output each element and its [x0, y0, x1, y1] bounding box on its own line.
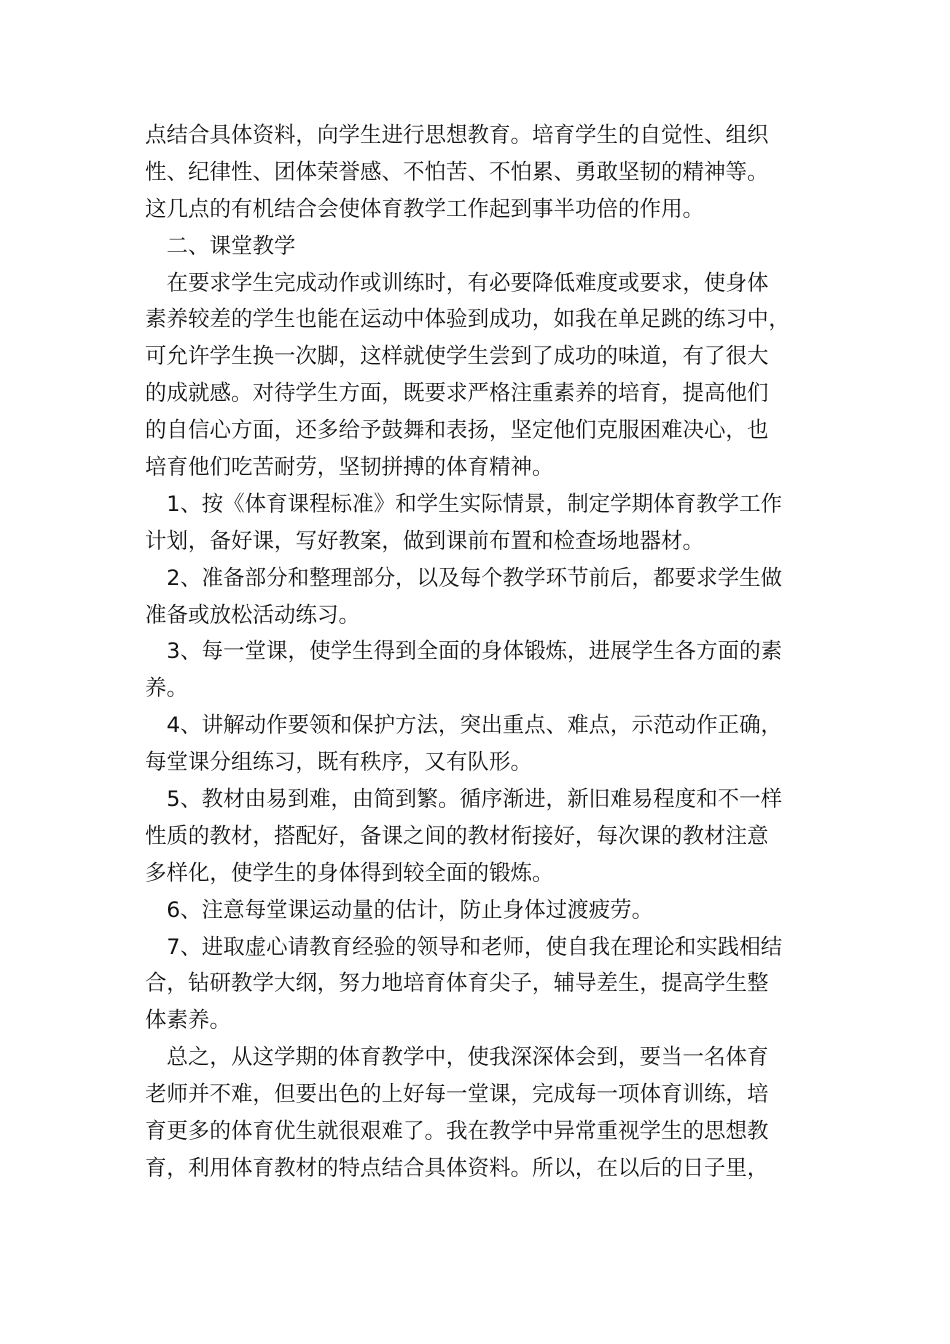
list-item-line: 准备或放松活动练习。 [145, 602, 361, 628]
text-line: 老师并不难，但要出色的上好每一堂课，完成每一项体育训练，培 [145, 1082, 769, 1108]
text-line: 育更多的体育优生就很艰难了。我在教学中异常重视学生的思想教 [145, 1119, 769, 1145]
list-item-line: 5、教材由易到难，由简到繁。循序渐进，新旧难易程度和不一样 [145, 787, 783, 813]
list-item-line: 合，钻研教学大纲，努力地培育体育尖子，辅导差生，提高学生整 [145, 971, 769, 997]
text-line: 素养较差的学生也能在运动中体验到成功，如我在单足跳的练习中， [145, 307, 791, 333]
list-item-line: 养。 [145, 676, 189, 702]
list-item-line: 性质的教材，搭配好，备课之间的教材衔接好，每次课的教材注意 [145, 823, 769, 849]
text-line: 育，利用体育教材的特点结合具体资料。所以，在以后的日子里， [145, 1155, 769, 1181]
text-line: 这几点的有机结合会使体育教学工作起到事半功倍的作用。 [145, 196, 705, 222]
list-item-line: 计划，备好课，写好教案，做到课前布置和检查场地器材。 [145, 528, 705, 554]
text-line: 在要求学生完成动作或训练时，有必要降低难度或要求，使身体 [145, 270, 769, 296]
text-line: 总之，从这学期的体育教学中，使我深深体会到，要当一名体育 [145, 1045, 769, 1071]
list-item-line: 多样化，使学生的身体得到较全面的锻炼。 [145, 860, 554, 886]
list-item-line: 6、注意每堂课运动量的估计，防止身体过渡疲劳。 [145, 897, 654, 923]
section-heading: 二、课堂教学 [145, 233, 296, 259]
text-line: 性、纪律性、团体荣誉感、不怕苦、不怕累、勇敢坚韧的精神等。 [145, 159, 769, 185]
text-line: 的成就感。对待学生方面，既要求严格注重素养的培育，提高他们 [145, 381, 769, 407]
list-item-line: 4、讲解动作要领和保护方法，突出重点、难点，示范动作正确， [145, 713, 783, 739]
text-line: 可允许学生换一次脚，这样就使学生尝到了成功的味道，有了很大 [145, 344, 769, 370]
body-text [145, 118, 815, 1188]
text-line: 点结合具体资料，向学生进行思想教育。培育学生的自觉性、组织 [145, 123, 769, 148]
list-item-line: 2、准备部分和整理部分，以及每个教学环节前后，都要求学生做 [145, 565, 783, 591]
list-item-line: 7、进取虚心请教育经验的领导和老师，使自我在理论和实践相结 [145, 934, 783, 960]
text-line: 培育他们吃苦耐劳，坚韧拼搏的体育精神。 [145, 455, 554, 481]
list-item-line: 3、每一堂课，使学生得到全面的身体锻炼，进展学生各方面的素 [145, 639, 783, 665]
list-item-line: 每堂课分组练习，既有秩序，又有队形。 [145, 750, 533, 776]
text-line: 的自信心方面，还多给予鼓舞和表扬，坚定他们克服困难决心，也 [145, 418, 769, 444]
list-item-line: 体素养。 [145, 1008, 232, 1034]
list-item-line: 1、按《体育课程标准》和学生实际情景，制定学期体育教学工作 [145, 491, 783, 517]
